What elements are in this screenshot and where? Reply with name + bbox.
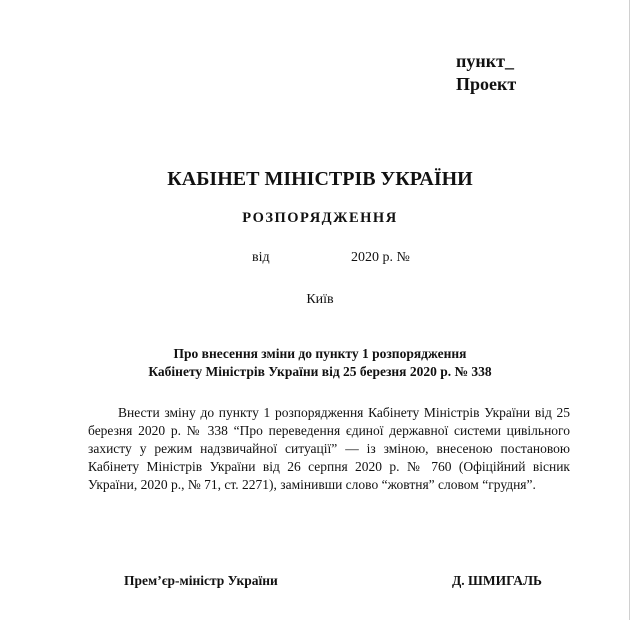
city-name: Київ: [306, 292, 334, 307]
date-year-number: 2020 р. №: [351, 250, 410, 265]
scan-edge-line: [629, 0, 630, 620]
signatory-name: Д. ШМИГАЛЬ: [452, 573, 542, 588]
signatory-title: Прем’єр-міністр України: [124, 573, 278, 588]
corner-punkt: пункт: [456, 51, 505, 71]
document-type: РОЗПОРЯДЖЕННЯ: [242, 210, 398, 226]
subject-line-2: Кабінету Міністрів України від 25 березня 2020 р. № 338: [148, 364, 492, 379]
corner-mark-underscore: _: [504, 51, 514, 71]
corner-project: Проект: [456, 74, 517, 94]
corner-mark: [456, 50, 516, 96]
document-subject: [0, 345, 640, 381]
subject-line-1: Про внесення зміни до пункту 1 розпорядження: [173, 346, 467, 361]
corner-line-1: [456, 50, 516, 73]
body-paragraph: Внести зміну до пункту 1 розпорядження Кабінету Міністрів України від 25 березня 2020 р. № 338 “Про переведення єдиної державної системи цивільного захисту у режим надзвичайної ситуації” — із зміною, внесеною постановою Кабінету Міністрів України від 26 серпня 2020 р. № 760 (Офіційний вісник України, 2020 р., № 71, ст. 2271), замінивши слово “жовтня” словом “грудня”.: [88, 405, 570, 492]
date-from-label: від: [252, 250, 270, 265]
ministry-title: КАБІНЕТ МІНІСТРІВ УКРАЇНИ: [167, 168, 473, 190]
